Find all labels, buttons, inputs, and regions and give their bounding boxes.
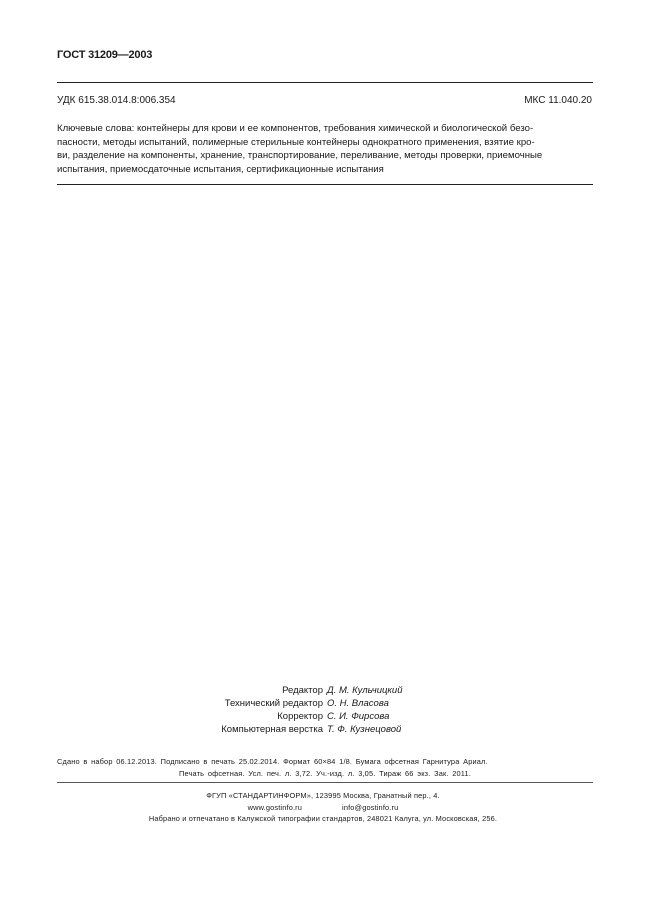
publisher-email[interactable]: info@gostinfo.ru xyxy=(342,802,399,812)
credit-name: С. И. Фирсова xyxy=(327,711,390,722)
credit-name: Т. Ф. Кузнецовой xyxy=(327,724,402,735)
credit-role: Редактор xyxy=(282,685,323,696)
credits-block xyxy=(0,684,646,736)
keywords-line: ви, разделение на компоненты, хранение, транспортирование, переливание, методы проверки, приемочные xyxy=(57,150,543,161)
credit-name: Д. М. Кульчицкий xyxy=(327,685,403,696)
mks-code: МКС 11.040.20 xyxy=(524,95,592,106)
printing-house: Набрано и отпечатано в Калужской типографии стандартов, 248021 Калуга, ул. Московская, 256. xyxy=(148,814,498,823)
publisher-block xyxy=(0,790,646,825)
udk-code: УДК 615.38.014.8:006.354 xyxy=(57,95,176,106)
print-details xyxy=(57,756,593,779)
publisher-contacts xyxy=(0,802,646,814)
keywords-line: испытания, приемосдаточные испытания, сертификационные испытания xyxy=(57,163,384,175)
credit-name: О. Н. Власова xyxy=(327,698,389,709)
credit-layout xyxy=(0,723,646,736)
credit-role: Корректор xyxy=(277,711,323,722)
keywords-paragraph xyxy=(57,122,593,176)
credit-editor xyxy=(0,684,646,697)
credit-role: Технический редактор xyxy=(224,698,323,709)
publisher-name: ФГУП «СТАНДАРТИНФОРМ», 123995 Москва, Гранатный пер., 4. xyxy=(206,791,440,800)
print-details-line: Печать офсетная. Усл. печ. л. 3,72. Уч.-изд. л. 3,05. Тираж 66 экз. Зак. 2011. xyxy=(179,768,471,778)
credit-tech-editor xyxy=(0,697,646,710)
publisher-divider xyxy=(57,782,593,783)
keywords-line: Ключевые слова: контейнеры для крови и ее компонентов, требования химической и биологической безо- xyxy=(57,123,534,134)
credit-role: Компьютерная верстка xyxy=(221,724,323,735)
publisher-website[interactable]: www.gostinfo.ru xyxy=(247,802,303,812)
credit-corrector xyxy=(0,710,646,723)
keywords-divider xyxy=(57,184,593,185)
standard-number: ГОСТ 31209—2003 xyxy=(57,49,153,61)
print-details-line: Сдано в набор 06.12.2013. Подписано в печать 25.02.2014. Формат 60×84 1/8. Бумага офсетная Гарнитура Ариал. xyxy=(57,757,488,766)
top-divider xyxy=(57,82,593,83)
keywords-line: пасности, методы испытаний, полимерные стерильные контейнеры однократного применения, взятие кро- xyxy=(57,136,535,148)
